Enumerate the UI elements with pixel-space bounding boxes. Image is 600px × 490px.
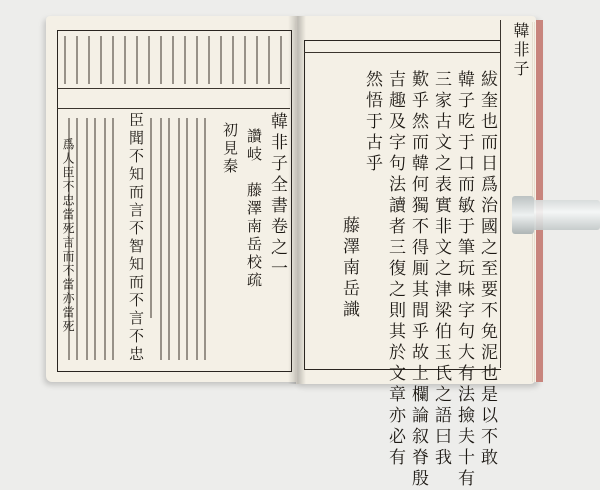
- chapter-title: 初見秦: [221, 122, 239, 176]
- left-body-column-1: 臣聞不知而言不智知而不言不忠: [127, 112, 145, 364]
- fold-title: 韓非子: [511, 22, 530, 79]
- preface-column-3: 三家古文之表實非文之津梁伯玉氏之語曰我: [431, 70, 451, 469]
- right-fold-line: [500, 20, 501, 368]
- preface-signature: 藤澤南岳識: [339, 216, 359, 321]
- book-title: 韓非子全書卷之一: [267, 112, 287, 280]
- preface-column-4: 歎乎然而韓何獨不得厠其間乎故上欄論叙脊殷: [408, 70, 428, 490]
- annotator-line: 讚岐 藤澤南岳校疏: [245, 128, 263, 290]
- left-upper-margin-rule-2: [57, 108, 290, 109]
- preface-column-5: 吉趣及字句法讀者三復之則其於文章亦必有: [385, 70, 405, 469]
- preface-column-1: 紱奎也而日爲治國之至要不免泥也是以不敢: [477, 70, 497, 469]
- preface-column-2: 韓子吃于口而敏于筆玩味字句大有法撿夫十有: [454, 70, 474, 490]
- preface-column-6: 然悟于古乎: [362, 70, 382, 175]
- left-body-column-2: 爲人臣不忠當死言而不當亦當死: [61, 138, 75, 334]
- glass-paperweight-end: [512, 196, 534, 234]
- left-upper-margin-rule: [57, 88, 290, 89]
- right-inner-rule: [304, 52, 500, 53]
